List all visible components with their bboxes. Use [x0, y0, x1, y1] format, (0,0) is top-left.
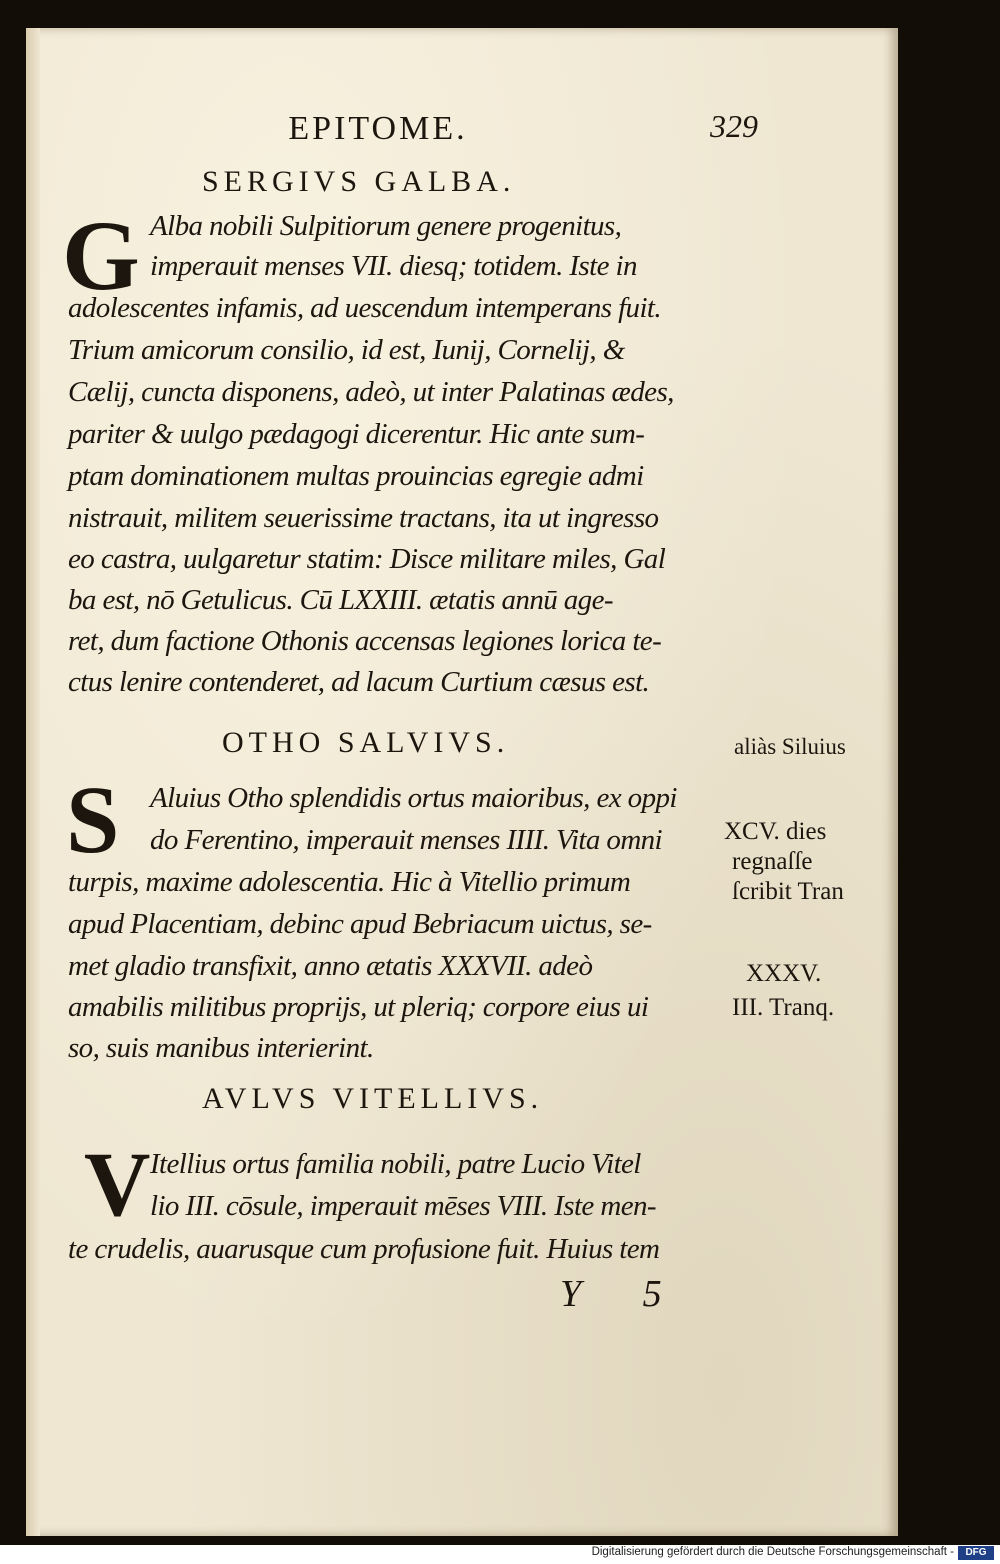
galba-line-3: adolescentes infamis, ad uescendum intemperans fuit.: [68, 292, 662, 324]
galba-line-7: ptam dominationem multas prouincias egregie admi: [68, 460, 644, 492]
page-number: 329: [710, 108, 758, 144]
section-heading-vitellius: AVLVS VITELLIVS.: [202, 1082, 544, 1115]
dfg-logo: DFG: [958, 1546, 994, 1560]
galba-line-11: ret, dum factione Othonis accensas legiones lorica te-: [68, 625, 662, 657]
galba-line-10: ba est, nō Getulicus. Cū LXXIII. ætatis annū age-: [68, 584, 613, 616]
otho-line-6: amabilis militibus proprijs, ut pleriq; corpore eius ui: [68, 991, 649, 1023]
margin-note-tranq: III. Tranq.: [732, 994, 835, 1021]
otho-line-3: turpis, maxime adolescentia. Hic à Vitellio primum: [68, 866, 631, 898]
otho-line-4: apud Placentiam, debinc apud Bebriacum uictus, se-: [68, 908, 652, 940]
otho-line-5: met gladio transfixit, anno ætatis XXXVII. adeò: [68, 950, 593, 982]
margin-note-silvius: aliàs Siluius: [734, 734, 846, 759]
galba-line-6: pariter & uulgo pædagogi dicerentur. Hic ante sum-: [68, 418, 645, 450]
galba-line-4: Trium amicorum consilio, id est, Iunij, Cornelij, &: [68, 334, 625, 366]
page-gutter: [26, 28, 40, 1536]
section-heading-galba: SERGIVS GALBA.: [202, 165, 516, 198]
margin-note-days: XCV. dies: [724, 818, 827, 845]
vitellius-line-1: Itellius ortus familia nobili, patre Lucio Vitel: [150, 1148, 641, 1180]
margin-note-scribit: ſcribit Tran: [732, 878, 844, 905]
otho-line-2: do Ferentino, imperauit menses IIII. Vita omni: [150, 824, 663, 856]
signature-mark: Y 5: [560, 1273, 688, 1315]
dropcap-g: G: [62, 200, 140, 311]
galba-line-8: nistrauit, militem seuerissime tractans, ita ut ingresso: [68, 502, 659, 534]
galba-line-9: eo castra, uulgaretur statim: Disce militare miles, Gal: [68, 543, 666, 575]
otho-line-1: Aluius Otho splendidis ortus maioribus, ex oppi: [150, 782, 677, 814]
footer-credit: Digitalisierung gefördert durch die Deutsche Forschungsgemeinschaft -: [591, 1546, 954, 1558]
vitellius-line-3: te crudelis, auarusque cum profusione fuit. Huius tem: [68, 1233, 660, 1265]
dropcap-s: S: [66, 766, 120, 873]
galba-line-1: Alba nobili Sulpitiorum genere progenitus,: [150, 210, 622, 242]
margin-note-xxxv: XXXV.: [746, 960, 822, 987]
section-heading-otho: OTHO SALVIVS.: [222, 726, 510, 759]
margin-note-regnasse: regnaſſe: [732, 848, 813, 875]
galba-line-12: ctus lenire contenderet, ad lacum Curtium cæsus est.: [68, 666, 650, 698]
galba-line-5: Cælij, cuncta disponens, adeò, ut inter Palatinas ædes,: [68, 376, 674, 408]
galba-line-2: imperauit menses VII. diesq; totidem. Iste in: [150, 250, 637, 282]
otho-line-7: so, suis manibus interierint.: [68, 1032, 374, 1064]
vitellius-line-2: lio III. cōsule, imperauit mēses VIII. Iste men-: [150, 1190, 656, 1222]
running-head: EPITOME.: [288, 110, 468, 147]
dropcap-v: V: [84, 1133, 151, 1235]
